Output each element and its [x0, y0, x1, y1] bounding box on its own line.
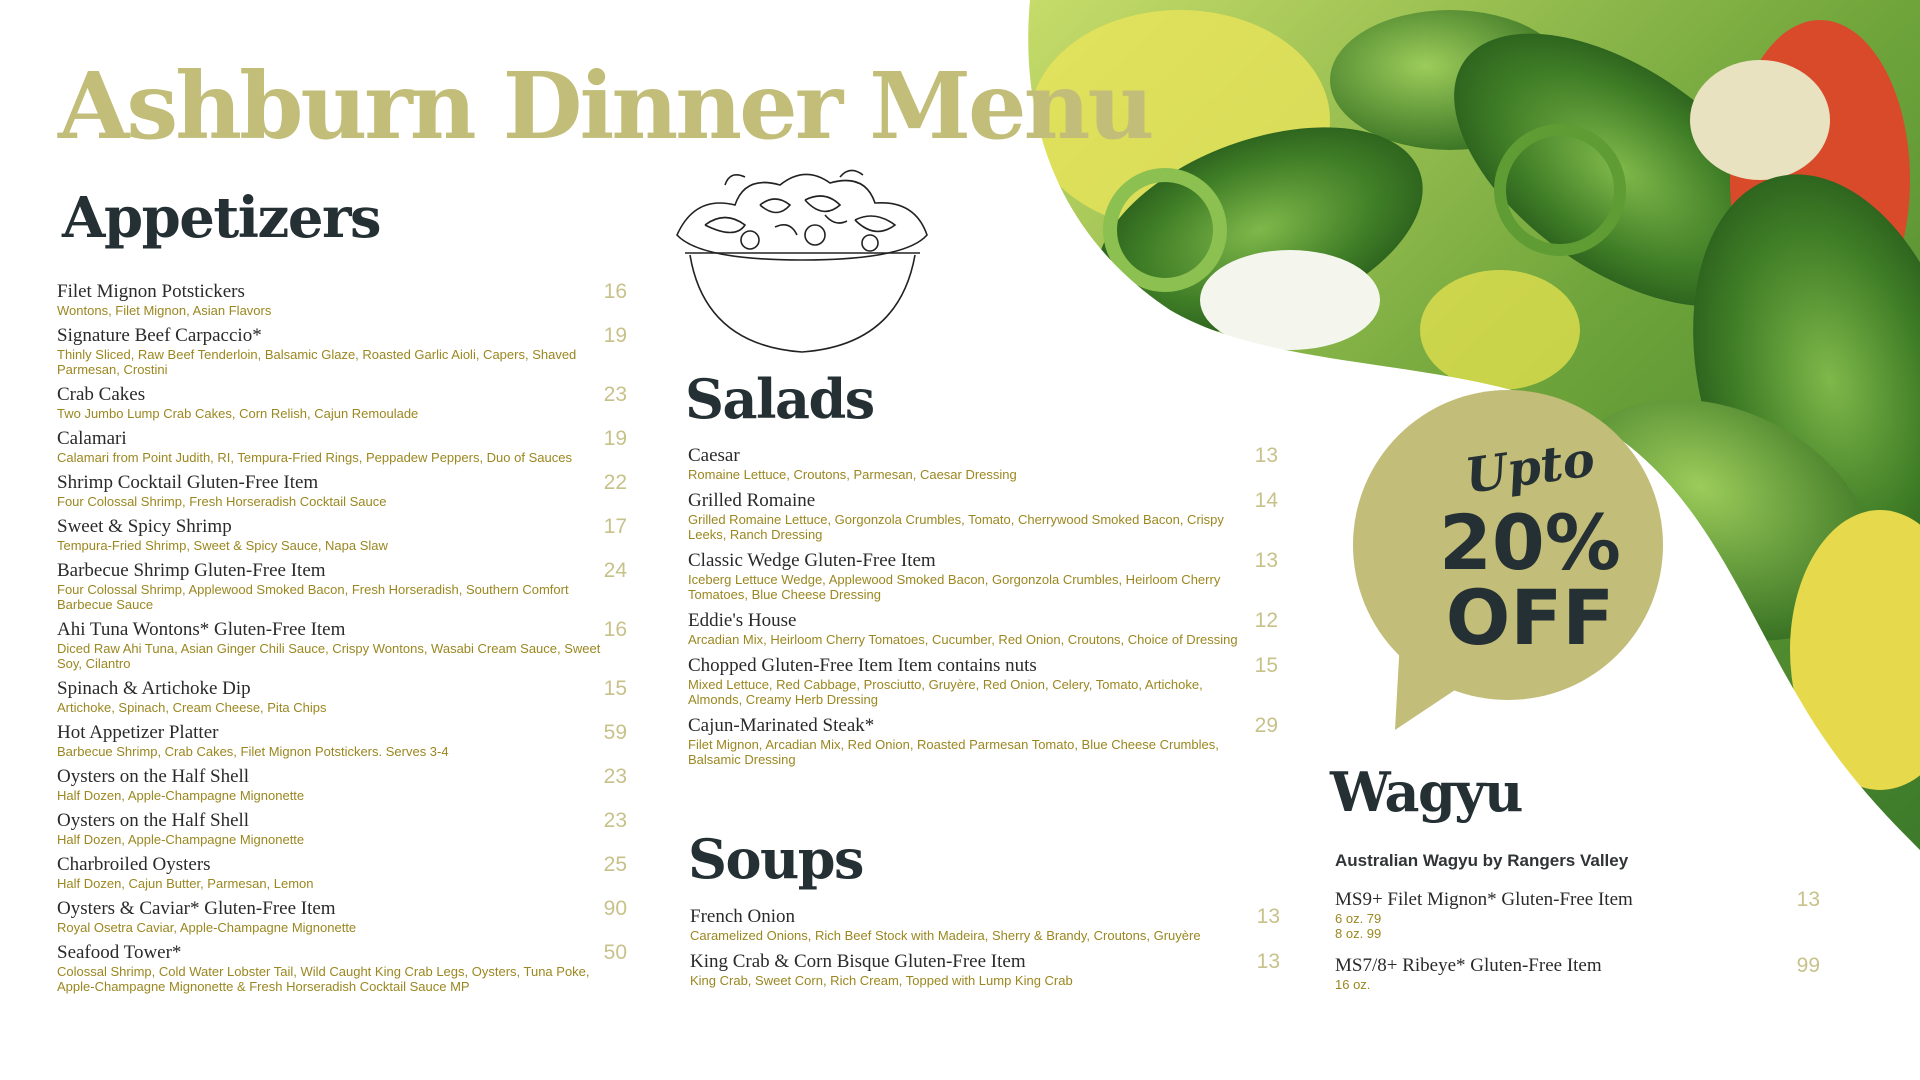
- item-name: Oysters on the Half Shell: [57, 766, 250, 787]
- item-name: MS9+ Filet Mignon* Gluten-Free Item: [1335, 889, 1633, 910]
- menu-item: [57, 428, 627, 465]
- item-price: 16: [603, 618, 627, 641]
- item-price: 50: [603, 941, 627, 964]
- menu-item: [57, 325, 627, 377]
- soups-list: [690, 906, 1280, 996]
- item-price: 13: [1796, 888, 1820, 911]
- item-price: 15: [603, 677, 627, 700]
- item-price: 13: [1256, 950, 1280, 973]
- menu-item: [57, 898, 627, 935]
- menu-item: [57, 384, 627, 421]
- item-description: Half Dozen, Apple-Champagne Mignonette: [57, 788, 305, 803]
- item-name: French Onion: [690, 906, 796, 927]
- item-name: Barbecue Shrimp Gluten-Free Item: [57, 560, 326, 581]
- wagyu-subheading: Australian Wagyu by Rangers Valley: [1335, 851, 1629, 870]
- menu-item: [57, 854, 627, 891]
- item-name: Signature Beef Carpaccio*: [57, 325, 262, 346]
- item-description: Half Dozen, Cajun Butter, Parmesan, Lemon: [57, 876, 314, 891]
- item-name: Seafood Tower*: [57, 942, 182, 963]
- menu-item: [57, 722, 627, 759]
- item-description: King Crab, Sweet Corn, Rich Cream, Topped with Lump King Crab: [690, 973, 1073, 988]
- item-description: Tempura-Fried Shrimp, Sweet & Spicy Sauce, Napa Slaw: [57, 538, 388, 553]
- item-name: King Crab & Corn Bisque Gluten-Free Item: [690, 951, 1026, 972]
- item-price: 29: [1254, 714, 1278, 737]
- item-description: Thinly Sliced, Raw Beef Tenderloin, Balsamic Glaze, Roasted Garlic Aioli, Capers, Shaved Parmesan, Crostini: [57, 347, 577, 377]
- menu-item: [688, 715, 1278, 767]
- menu-item: [57, 810, 627, 847]
- item-name: Hot Appetizer Platter: [57, 722, 219, 743]
- item-price: 17: [603, 515, 627, 538]
- menu-item: [688, 490, 1278, 542]
- item-price: 19: [603, 427, 627, 450]
- menu-item: [688, 445, 1278, 482]
- item-description: Filet Mignon, Arcadian Mix, Red Onion, Roasted Parmesan Tomato, Blue Cheese Crumbles, Balsamic Dressing: [688, 737, 1219, 767]
- item-description: Mixed Lettuce, Red Cabbage, Prosciutto, Gruyère, Red Onion, Celery, Tomato, Artichoke, Almonds, Creamy Herb Dressing: [688, 677, 1203, 707]
- menu-title: Ashburn Dinner Menu: [58, 52, 1152, 160]
- menu-item: [57, 560, 627, 612]
- item-price: 25: [603, 853, 627, 876]
- item-price: 13: [1254, 444, 1278, 467]
- item-price: 15: [1254, 654, 1278, 677]
- promo-off: OFF: [1445, 573, 1615, 662]
- menu-item: [57, 942, 627, 994]
- item-name: Cajun-Marinated Steak*: [688, 715, 875, 736]
- item-description: Four Colossal Shrimp, Applewood Smoked Bacon, Fresh Horseradish, Southern Comfort Barbecue Sauce: [57, 582, 569, 612]
- item-description: Artichoke, Spinach, Cream Cheese, Pita Chips: [57, 700, 327, 715]
- item-name: Filet Mignon Potstickers: [57, 281, 245, 302]
- appetizers-list: [57, 281, 627, 1001]
- item-description: Iceberg Lettuce Wedge, Applewood Smoked Bacon, Gorgonzola Crumbles, Heirloom Cherry Tomatoes, Blue Cheese Dressing: [688, 572, 1221, 602]
- item-description: Caramelized Onions, Rich Beef Stock with Madeira, Sherry & Brandy, Croutons, Gruyère: [690, 928, 1201, 943]
- item-name: Chopped Gluten-Free Item Item contains nuts: [688, 655, 1037, 676]
- item-price: 90: [603, 897, 627, 920]
- menu-item: [688, 655, 1278, 707]
- item-price: 13: [1256, 905, 1280, 928]
- menu-item: [690, 906, 1280, 943]
- item-price: 59: [603, 721, 627, 744]
- item-description: Four Colossal Shrimp, Fresh Horseradish Cocktail Sauce: [57, 494, 387, 509]
- appetizers-heading: Appetizers: [62, 185, 380, 251]
- item-price: 99: [1796, 954, 1820, 977]
- salad-bowl-sketch: [665, 165, 940, 355]
- item-name: Ahi Tuna Wontons* Gluten-Free Item: [57, 619, 346, 640]
- item-description: Grilled Romaine Lettuce, Gorgonzola Crumbles, Tomato, Cherrywood Smoked Bacon, Crispy Leeks, Ranch Dressing: [688, 512, 1224, 542]
- menu-item: [57, 678, 627, 715]
- item-description: Colossal Shrimp, Cold Water Lobster Tail, Wild Caught King Crab Legs, Oysters, Tuna Poke, Apple-Champagne Mignonette & Fresh Horseradish Cocktail Sauce MP: [57, 964, 590, 994]
- item-description: Royal Osetra Caviar, Apple-Champagne Mignonette: [57, 920, 357, 935]
- item-price: 22: [603, 471, 627, 494]
- item-name: MS7/8+ Ribeye* Gluten-Free Item: [1335, 955, 1602, 976]
- item-price: 13: [1254, 549, 1278, 572]
- promo-upto: Upto: [1461, 431, 1599, 505]
- item-description: 6 oz. 79: [1335, 911, 1382, 926]
- item-name: Oysters & Caviar* Gluten-Free Item: [57, 898, 336, 919]
- item-price: 16: [603, 280, 627, 303]
- soups-heading: Soups: [688, 827, 863, 891]
- item-description: Barbecue Shrimp, Crab Cakes, Filet Mignon Potstickers. Serves 3-4: [57, 744, 449, 759]
- menu-item: [57, 472, 627, 509]
- wagyu-list: [1335, 889, 1820, 1006]
- item-name: Grilled Romaine: [688, 490, 816, 511]
- promo-percent: 20%: [1439, 498, 1621, 587]
- item-description: Two Jumbo Lump Crab Cakes, Corn Relish, Cajun Remoulade: [57, 406, 419, 421]
- item-name: Shrimp Cocktail Gluten-Free Item: [57, 472, 319, 493]
- item-name: Caesar: [688, 445, 740, 466]
- item-description: 16 oz.: [1335, 977, 1371, 992]
- menu-item: [1335, 955, 1820, 992]
- wagyu-heading: Wagyu: [1330, 760, 1522, 824]
- item-description: Romaine Lettuce, Croutons, Parmesan, Caesar Dressing: [688, 467, 1017, 482]
- item-name: Spinach & Artichoke Dip: [57, 678, 251, 699]
- menu-item: [690, 951, 1280, 988]
- menu-item: [688, 610, 1278, 647]
- item-name: Eddie's House: [688, 610, 797, 631]
- item-name: Sweet & Spicy Shrimp: [57, 516, 232, 537]
- salads-heading: Salads: [685, 367, 874, 431]
- item-description: Diced Raw Ahi Tuna, Asian Ginger Chili Sauce, Crispy Wontons, Wasabi Cream Sauce, Sweet Soy, Cilantro: [57, 641, 601, 671]
- item-name: Crab Cakes: [57, 384, 146, 405]
- item-description: Half Dozen, Apple-Champagne Mignonette: [57, 832, 305, 847]
- item-description: Calamari from Point Judith, RI, Tempura-Fried Rings, Peppadew Peppers, Duo of Sauces: [57, 450, 572, 465]
- item-price: 19: [603, 324, 627, 347]
- item-price: 12: [1254, 609, 1278, 632]
- item-name: Classic Wedge Gluten-Free Item: [688, 550, 936, 571]
- menu-item: [1335, 889, 1820, 941]
- item-name: Calamari: [57, 428, 127, 449]
- item-price: 24: [603, 559, 627, 582]
- item-name: Oysters on the Half Shell: [57, 810, 250, 831]
- menu-item: [57, 619, 627, 671]
- item-description-2: 8 oz. 99: [1335, 926, 1382, 941]
- menu-item: [57, 766, 627, 803]
- item-price: 23: [603, 383, 627, 406]
- item-description: Wontons, Filet Mignon, Asian Flavors: [57, 303, 272, 318]
- item-name: Charbroiled Oysters: [57, 854, 211, 875]
- menu-item: [57, 516, 627, 553]
- item-price: 23: [603, 765, 627, 788]
- item-price: 14: [1254, 489, 1278, 512]
- menu-item: [688, 550, 1278, 602]
- salads-list: [688, 445, 1278, 775]
- menu-item: [57, 281, 627, 318]
- item-price: 23: [603, 809, 627, 832]
- item-description: Arcadian Mix, Heirloom Cherry Tomatoes, Cucumber, Red Onion, Croutons, Choice of Dressing: [688, 632, 1238, 647]
